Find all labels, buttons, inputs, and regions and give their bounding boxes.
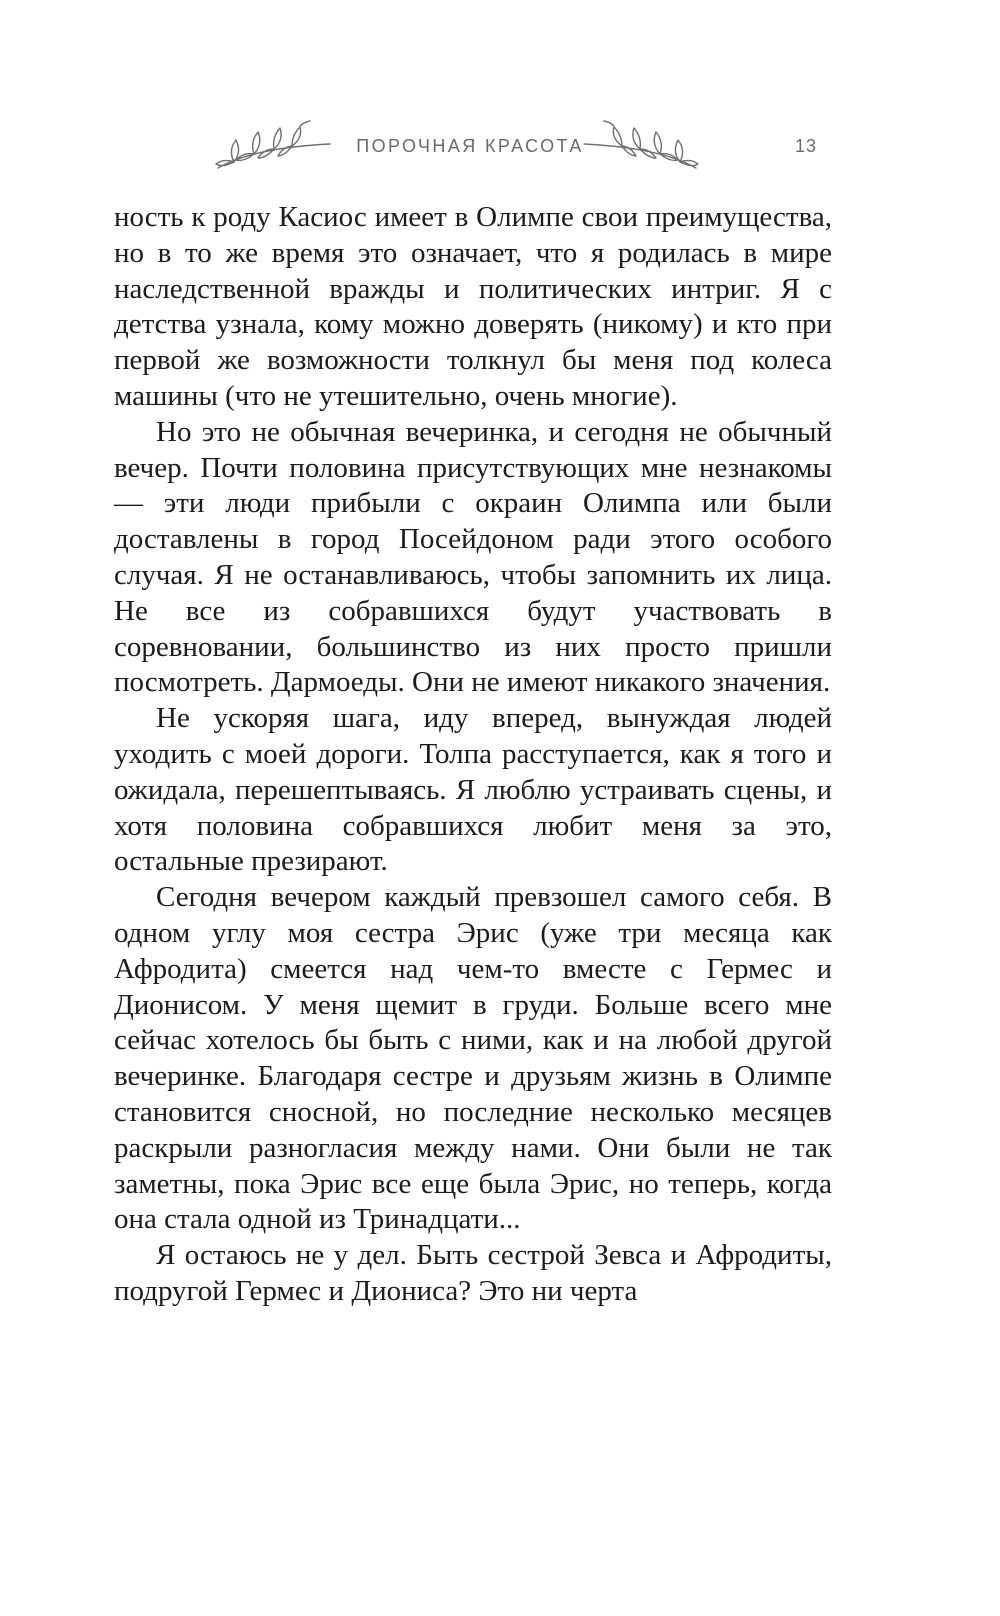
laurel-branch-icon xyxy=(582,118,702,178)
paragraph: Не ускоряя шага, иду вперед, вынуждая людей уходить с моей дороги. Толпа расступается, как я того и ожидала, перешептываясь. Я люблю устраивать сцены, и хотя половина собравшихся любит меня за это, остальные презирают. xyxy=(114,702,832,878)
paragraph: Но это не обычная вечеринка, и сегодня не обычный вечер. Почти половина присутствующих мне незнакомы — эти люди прибыли с окраин Олимпа или были доставлены в город Посейдоном ради этого особого случая. Я не останавливаюсь, чтобы запомнить их лица. Не все из собравшихся будут участвовать в соревновании, большинство из них просто пришли посмотреть. Дармоеды. Они не имеют никакого значения. xyxy=(114,415,832,699)
paragraph: Я остаюсь не у дел. Быть сестрой Зевса и Афродиты, подругой Гермес и Диониса? Это ни черта xyxy=(114,1239,832,1307)
laurel-branch-icon xyxy=(212,118,332,178)
paragraph: Сегодня вечером каждый превзошел самого себя. В одном углу моя сестра Эрис (уже три месяца как Афродита) смеется над чем-то вместе с Гермес и Дионисом. У меня щемит в груди. Больше всего мне сейчас хотелось бы быть с ними, как и на любой другой вечеринке. Благодаря сестре и друзьям жизнь в Олимпе становится сносной, но последние несколько месяцев раскрыли разногласия между нами. Они были не так заметны, пока Эрис все еще была Эрис, но теперь, когда она стала одной из Тринадцати... xyxy=(114,881,832,1236)
page-number: 13 xyxy=(795,136,818,156)
running-header xyxy=(0,118,1000,178)
body-text xyxy=(114,200,832,1310)
paragraph: ность к роду Касиос имеет в Олимпе свои преимущества, но в то же время это означает, что я родилась в мире наследственной вражды и политических интриг. Я с детства узнала, кому можно доверять (никому) и кто при первой же возможности толкнул бы меня под колеса машины (что не утешительно, очень многие). xyxy=(114,201,832,412)
running-title: ПОРОЧНАЯ КРАСОТА xyxy=(356,136,584,156)
